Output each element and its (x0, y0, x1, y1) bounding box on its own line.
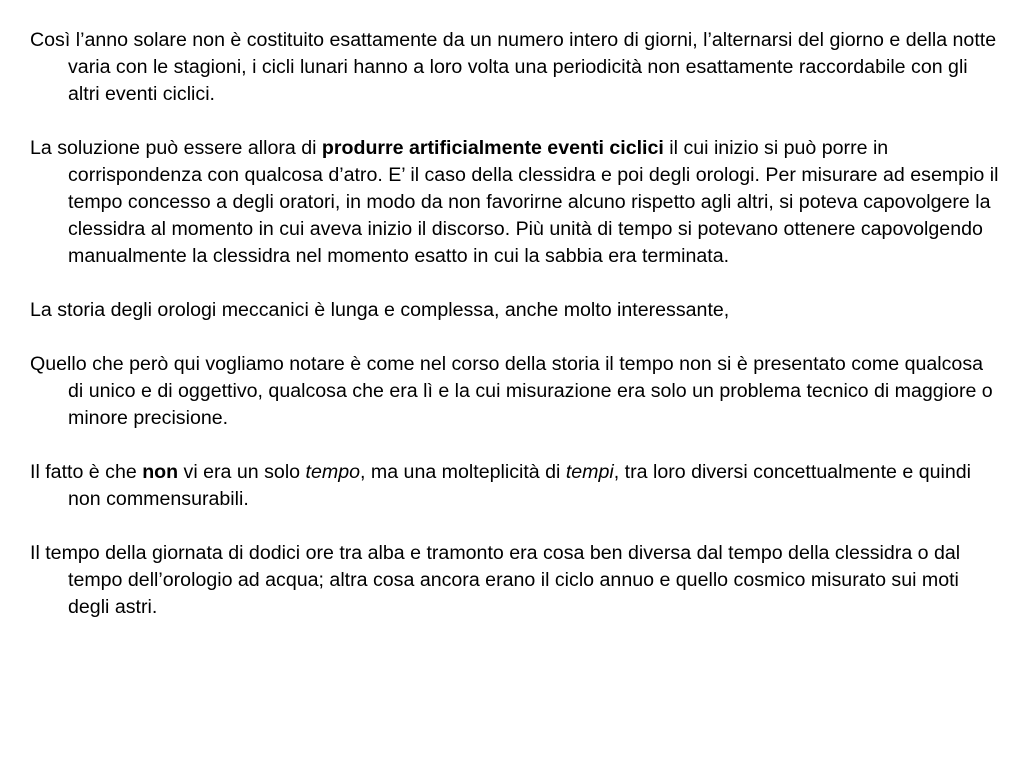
paragraph-multiple-times (30, 459, 1000, 513)
paragraph-text: Quello che però qui vogliamo notare è come nel corso della storia il tempo non si è presentato come qualcosa di unico e di oggettivo, qualcosa che era lì e la cui misurazione era solo un problema tecnico di maggiore o minore precisione. (30, 353, 993, 429)
emphasis-italic-tempi: tempi (565, 461, 614, 483)
paragraph-time-not-unique (30, 351, 1000, 432)
paragraph-text-mid: , ma una molteplicità di (360, 461, 566, 483)
paragraph-artificial-cycles (30, 135, 1000, 270)
paragraph-text-end: , tra loro diversi concettualmente e quindi non commensurabili. (68, 461, 971, 510)
paragraph-text-start: La soluzione può essere allora di (30, 137, 322, 159)
paragraph-solar-year (30, 27, 1000, 108)
emphasis-bold: produrre artificialmente eventi ciclici (321, 137, 664, 159)
paragraph-day-vs-clepsydra (30, 540, 1000, 621)
paragraph-text-start: Il fatto è che (30, 461, 143, 483)
document-page (30, 27, 1000, 621)
emphasis-bold: non (142, 461, 179, 483)
paragraph-text: La storia degli orologi meccanici è lunga e complessa, anche molto interessante, (30, 299, 730, 321)
paragraph-mechanical-clocks (30, 297, 1000, 324)
emphasis-italic-tempo: tempo (305, 461, 360, 483)
paragraph-text: Il tempo della giornata di dodici ore tra alba e tramonto era cosa ben diversa dal tempo della clessidra o dal tempo dell’orologio ad acqua; altra cosa ancora erano il ciclo annuo e quello cosmico misurato sui moti degli astri. (30, 542, 961, 618)
paragraph-text-end: il cui inizio si può porre in corrispondenza con qualcosa d’atro. E’ il caso della clessidra e poi degli orologi. Per misurare ad esempio il tempo concesso a degli oratori, in modo da non favorirne alcuno rispetto agli altri, si poteva capovolgere la clessidra al momento in cui aveva inizio il discorso. Più unità di tempo si potevano ottenere capovolgendo manualmente la clessidra nel momento esatto in cui la sabbia era terminata. (68, 137, 999, 267)
paragraph-text: Così l’anno solare non è costituito esattamente da un numero intero di giorni, l’alternarsi del giorno e della notte varia con le stagioni, i cicli lunari hanno a loro volta una periodicità non esattamente raccordabile con gli altri eventi ciclici. (30, 29, 997, 105)
paragraph-text-mid: vi era un solo (178, 461, 306, 483)
